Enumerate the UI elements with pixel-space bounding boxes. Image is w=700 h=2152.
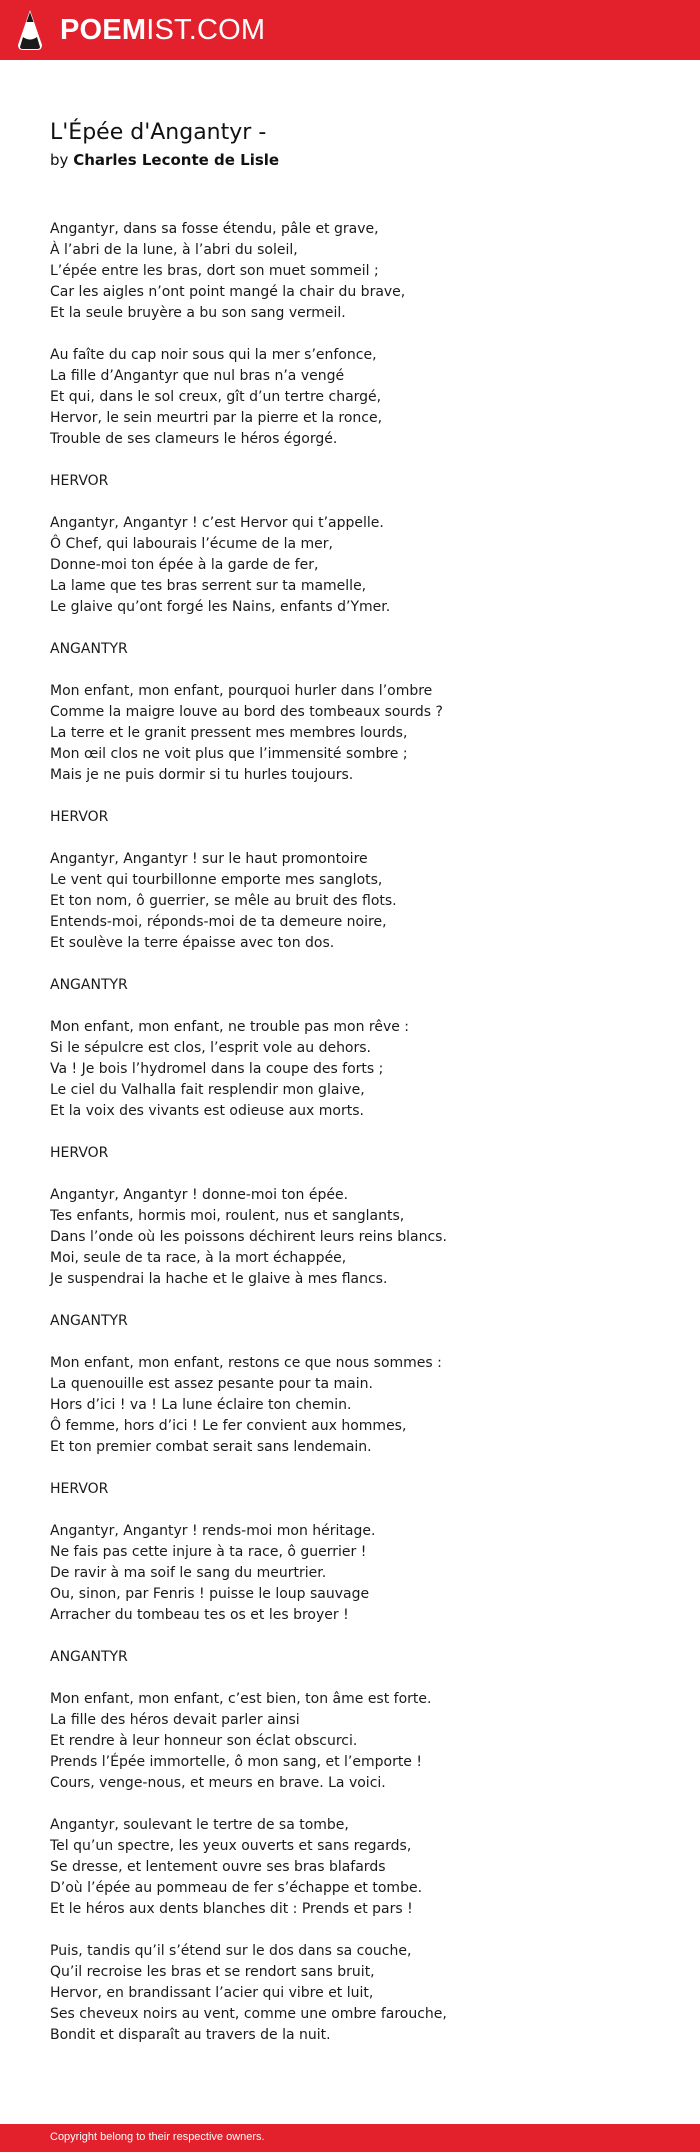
poem-line: HERVOR [50,1481,109,1497]
poem-line: Mon enfant, mon enfant, pourquoi hurler dans l’ombre [50,683,433,699]
poem-stanza [50,807,670,828]
poem-line: Et soulève la terre épaisse avec ton dos. [50,935,335,951]
poem-title: L'Épée d'Angantyr - [50,120,267,145]
poem-line: Qu’il recroise les bras et se rendort sans bruit, [50,1964,375,1980]
poem-line: Ô Chef, qui labourais l’écume de la mer, [50,536,333,552]
poem-stanza [50,345,670,450]
poem-line: Ses cheveux noirs au vent, comme une ombre farouche, [50,2006,447,2022]
poem-stanza [50,1143,670,1164]
poem-stanza [50,471,670,492]
poem-line: Angantyr, Angantyr ! c’est Hervor qui t’appelle. [50,515,384,531]
poem-line: Et le héros aux dents blanches dit : Prends et pars ! [50,1901,413,1917]
poem-line: Et rendre à leur honneur son éclat obscurci. [50,1733,358,1749]
poem-line: ANGANTYR [50,1649,128,1665]
poem-line: La quenouille est assez pesante pour ta main. [50,1376,373,1392]
poem-line: La fille d’Angantyr que nul bras n’a vengé [50,368,345,384]
poem-line: Hervor, en brandissant l’acier qui vibre et luit, [50,1985,374,2001]
poem-line: La fille des héros devait parler ainsi [50,1712,300,1728]
logo-wordmark-light: IST.COM [146,14,266,46]
poem-stanza [50,513,670,618]
poem-byline [50,149,670,171]
poem-line: Angantyr, soulevant le tertre de sa tombe, [50,1817,349,1833]
poem-stanza [50,1941,670,2046]
poem-stanza [50,849,670,954]
site-header [0,0,700,60]
poem-line: Comme la maigre louve au bord des tombeaux sourds ? [50,704,443,720]
poem-line: Angantyr, Angantyr ! donne-moi ton épée. [50,1187,349,1203]
poem-line: Et qui, dans le sol creux, gît d’un tertre chargé, [50,389,382,405]
poem-stanza [50,1311,670,1332]
poem-stanza [50,219,670,324]
poem-line: Donne-moi ton épée à la garde de fer, [50,557,319,573]
logo-wordmark [60,9,265,51]
poem-article [50,117,670,2067]
poem-stanza [50,1815,670,1920]
copyright-text: Copyright belong to their respective owners. [50,2131,265,2143]
poem-line: L’épée entre les bras, dort son muet sommeil ; [50,263,379,279]
poem-line: D’où l’épée au pommeau de fer s’échappe et tombe. [50,1880,423,1896]
poem-line: Entends-moi, réponds-moi de ta demeure noire, [50,914,387,930]
poem-line: Mon enfant, mon enfant, ne trouble pas mon rêve : [50,1019,410,1035]
poem-line: Et la voix des vivants est odieuse aux morts. [50,1103,364,1119]
poem-line: Et ton premier combat serait sans lendemain. [50,1439,372,1455]
poem-stanza [50,1521,670,1626]
poem-stanza [50,639,670,660]
poem-line: HERVOR [50,473,109,489]
poem-stanza [50,1185,670,1290]
poem-line: Car les aigles n’ont point mangé la chair du brave, [50,284,406,300]
poem-line: Trouble de ses clameurs le héros égorgé. [50,431,338,447]
poem-line: Ô femme, hors d’ici ! Le fer convient aux hommes, [50,1418,407,1434]
poem-line: Mon enfant, mon enfant, restons ce que nous sommes : [50,1355,442,1371]
poem-line: La lame que tes bras serrent sur ta mamelle, [50,578,367,594]
poem-line: HERVOR [50,809,109,825]
poem-stanza [50,1689,670,1794]
poem-line: Tes enfants, hormis moi, roulent, nus et sanglants, [50,1208,405,1224]
poem-line: Bondit et disparaît au travers de la nuit. [50,2027,331,2043]
poem-stanza [50,681,670,786]
poem-line: Mon enfant, mon enfant, c’est bien, ton âme est forte. [50,1691,432,1707]
poem-line: Mon œil clos ne voit plus que l’immensité sombre ; [50,746,408,762]
poem-stanza [50,1479,670,1500]
poem-line: Le vent qui tourbillonne emporte mes sanglots, [50,872,383,888]
poem-body [50,219,670,2046]
poem-line: Le ciel du Valhalla fait resplendir mon glaive, [50,1082,365,1098]
poem-line: Tel qu’un spectre, les yeux ouverts et sans regards, [50,1838,412,1854]
poem-line: Hervor, le sein meurtri par la pierre et la ronce, [50,410,383,426]
poem-stanza [50,1017,670,1122]
site-footer [0,2124,700,2152]
poem-line: Et la seule bruyère a bu son sang vermeil. [50,305,346,321]
poem-line: Angantyr, dans sa fosse étendu, pâle et grave, [50,221,379,237]
poem-line: Si le sépulcre est clos, l’esprit vole au dehors. [50,1040,372,1056]
poem-stanza [50,1353,670,1458]
poem-line: Ne fais pas cette injure à ta race, ô guerrier ! [50,1544,367,1560]
poem-line: La terre et le granit pressent mes membres lourds, [50,725,408,741]
poem-line: Arracher du tombeau tes os et les broyer ! [50,1607,349,1623]
poem-line: Et ton nom, ô guerrier, se mêle au bruit des flots. [50,893,397,909]
poem-stanza [50,1647,670,1668]
poem-stanza [50,975,670,996]
poem-line: HERVOR [50,1145,109,1161]
poem-line: Angantyr, Angantyr ! rends-moi mon héritage. [50,1523,376,1539]
poem-line: Dans l’onde où les poissons déchirent leurs reins blancs. [50,1229,447,1245]
author-name[interactable]: Charles Leconte de Lisle [73,151,280,169]
poem-line: Puis, tandis qu’il s’étend sur le dos dans sa couche, [50,1943,412,1959]
site-logo[interactable] [16,9,265,51]
poem-line: ANGANTYR [50,641,128,657]
poem-line: Le glaive qu’ont forgé les Nains, enfants d’Ymer. [50,599,391,615]
byline-label: by [50,151,69,169]
poem-line: Au faîte du cap noir sous qui la mer s’enfonce, [50,347,377,363]
poem-line: Angantyr, Angantyr ! sur le haut promontoire [50,851,368,867]
poem-line: Moi, seule de ta race, à la mort échappée, [50,1250,347,1266]
poem-line: De ravir à ma soif le sang du meurtrier. [50,1565,327,1581]
poem-line: Prends l’Épée immortelle, ô mon sang, et l’emporte ! [50,1754,422,1770]
poem-line: Ou, sinon, par Fenris ! puisse le loup sauvage [50,1586,370,1602]
poem-line: À l’abri de la lune, à l’abri du soleil, [50,242,298,258]
poem-line: Va ! Je bois l’hydromel dans la coupe des forts ; [50,1061,384,1077]
pencil-nib-icon [16,9,44,51]
poem-line: Cours, venge-nous, et meurs en brave. La voici. [50,1775,386,1791]
poem-line: ANGANTYR [50,1313,128,1329]
logo-wordmark-bold: POEM [60,14,147,46]
poem-line: Je suspendrai la hache et le glaive à mes flancs. [50,1271,388,1287]
poem-line: Mais je ne puis dormir si tu hurles toujours. [50,767,354,783]
poem-line: ANGANTYR [50,977,128,993]
poem-line: Hors d’ici ! va ! La lune éclaire ton chemin. [50,1397,352,1413]
poem-line: Se dresse, et lentement ouvre ses bras blafards [50,1859,386,1875]
